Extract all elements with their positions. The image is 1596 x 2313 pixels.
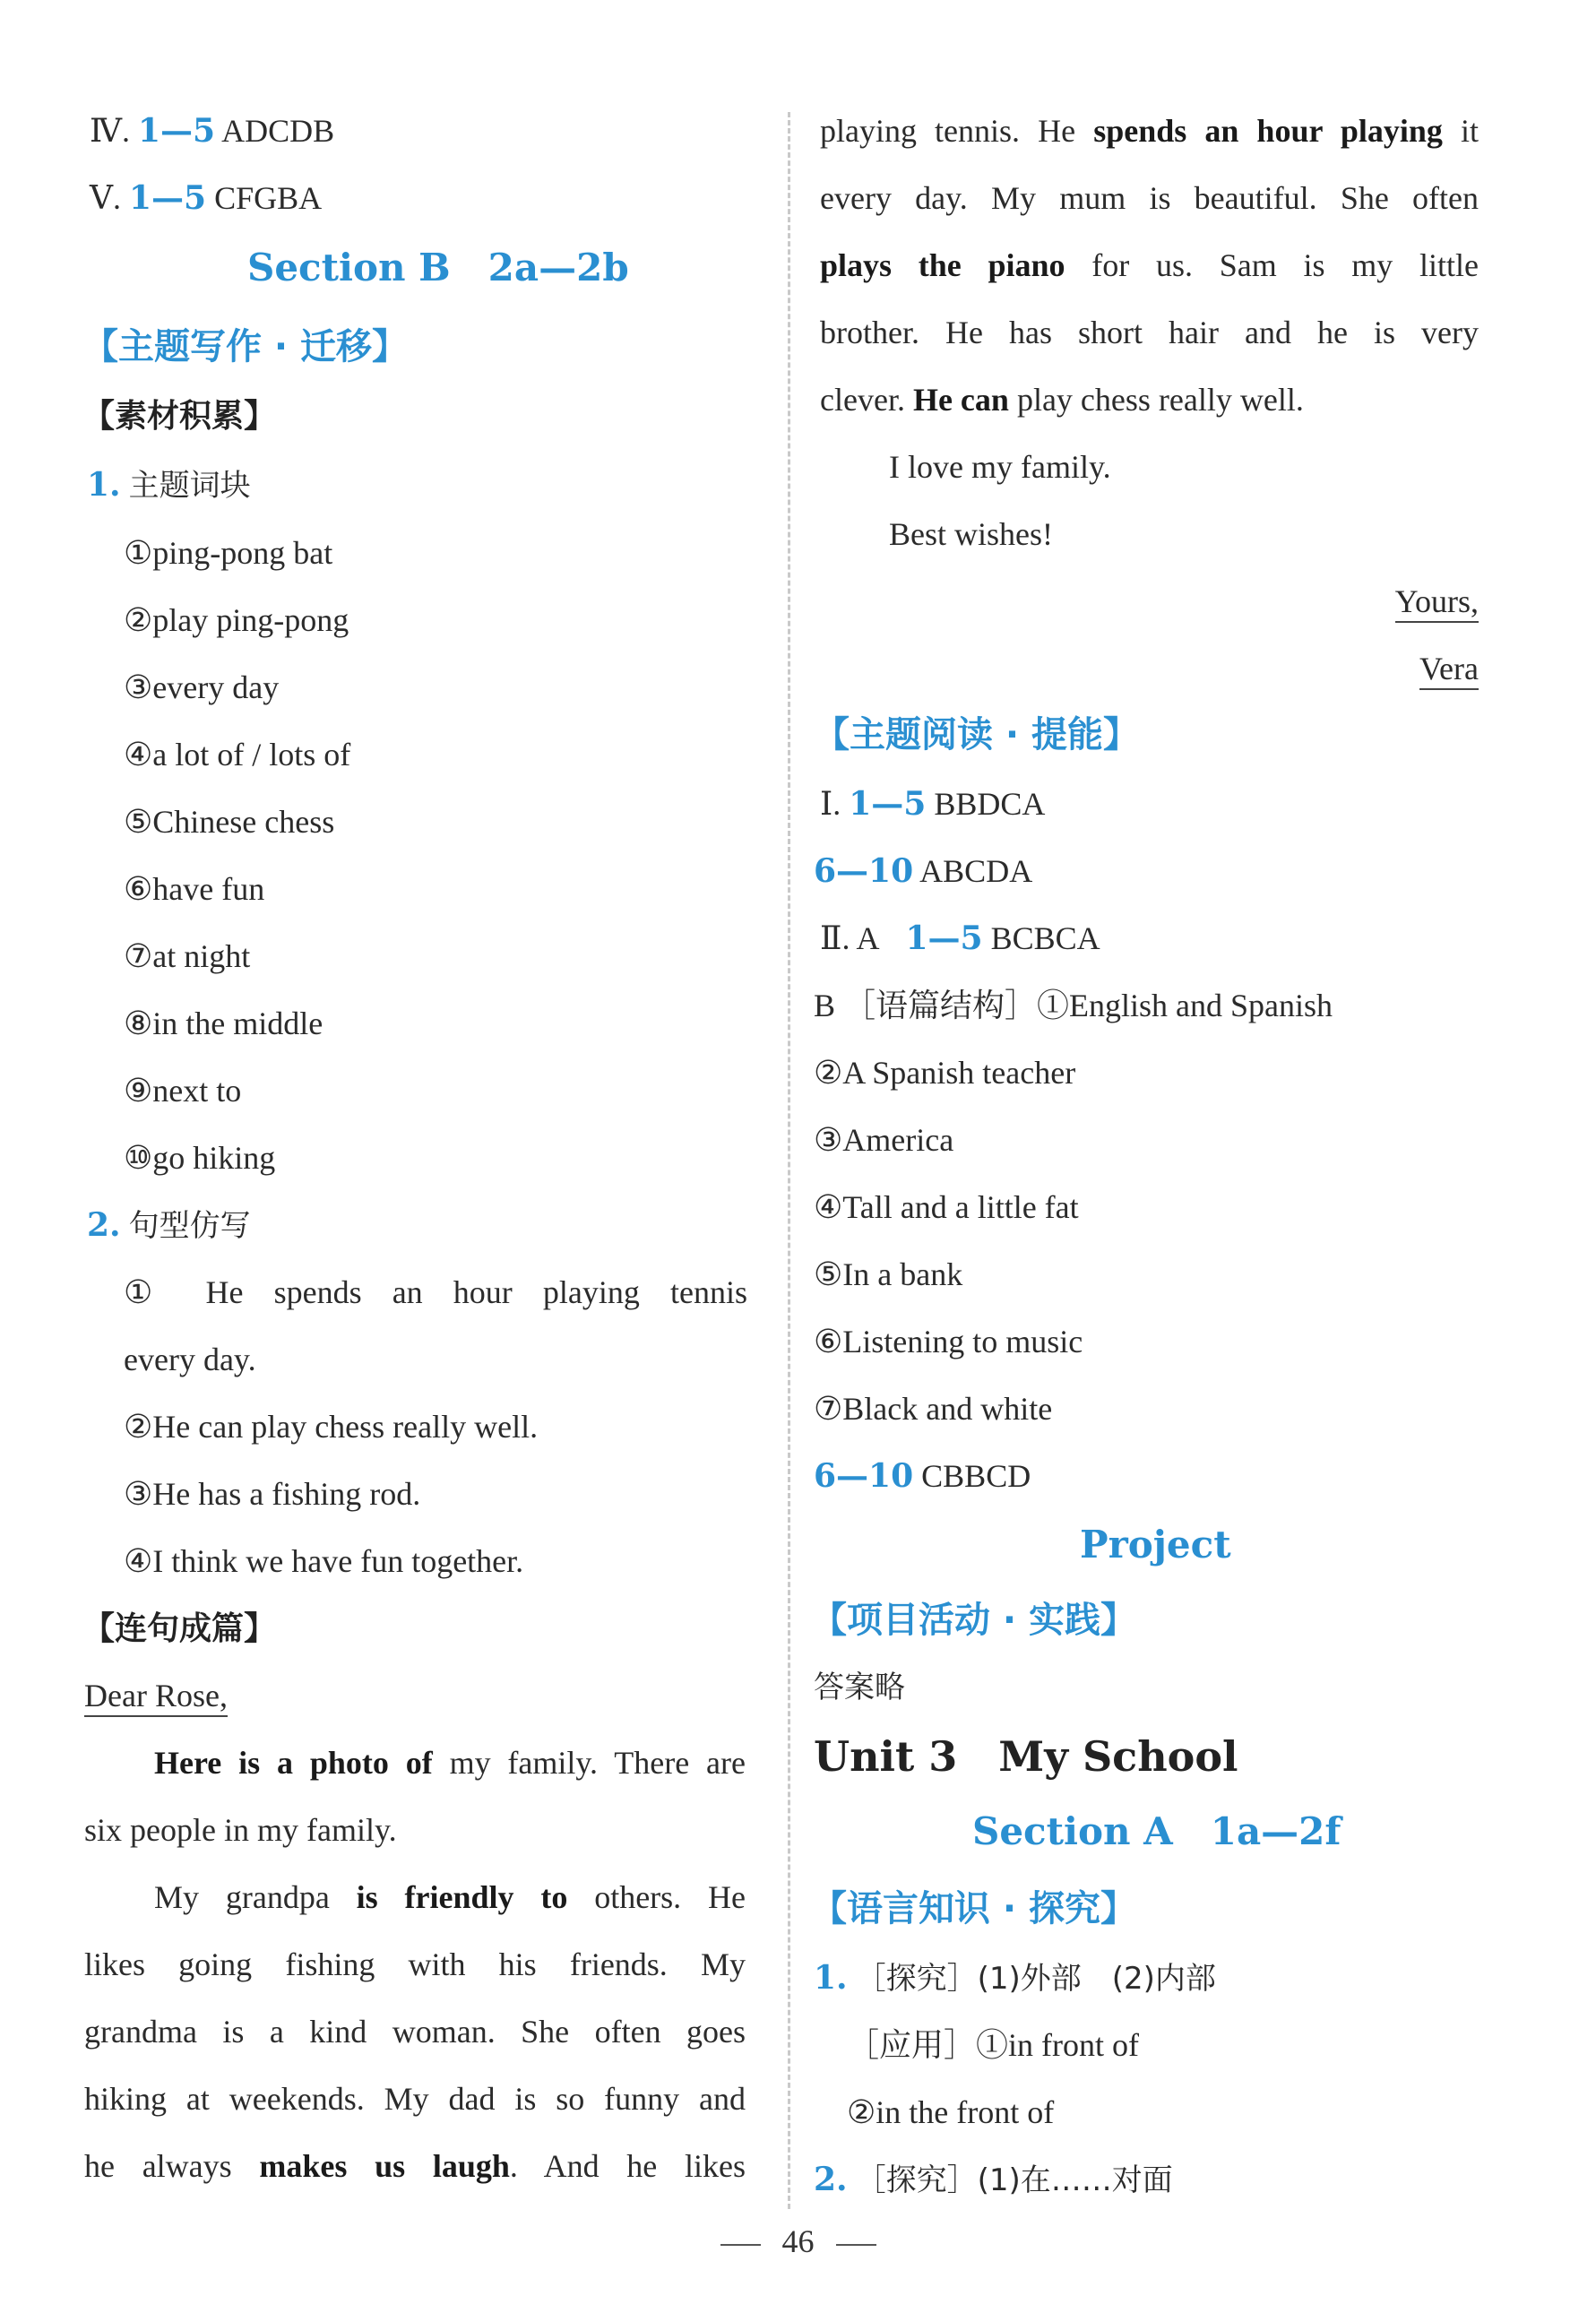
key-phrase: He can bbox=[912, 382, 1009, 418]
answer-text: CFGBA bbox=[214, 180, 323, 216]
sentence-2: ②He can play chess really well. bbox=[124, 1409, 539, 1445]
essay-line bbox=[84, 2150, 746, 2182]
essay-line bbox=[820, 249, 1479, 281]
essay-text: for us. Sam is my little bbox=[1065, 247, 1479, 283]
sentence-4: ④I think we have fun together. bbox=[124, 1543, 524, 1579]
project-heading: 【项目活动 · 实践】 bbox=[811, 1600, 1137, 1641]
item-label: 句型仿写 bbox=[128, 1208, 251, 1244]
answer-range: 6—10 bbox=[814, 852, 914, 890]
knowledge-1-apply: ［应用］①in front of bbox=[847, 2027, 1139, 2063]
structure-item: ③America bbox=[814, 1122, 954, 1158]
knowledge-1 bbox=[814, 1959, 1216, 1997]
answer-range: 1—5 bbox=[905, 919, 983, 957]
page-number bbox=[0, 2222, 1596, 2260]
key-phrase: spends an hour playing bbox=[1093, 113, 1443, 149]
closing-text: Yours, bbox=[1395, 583, 1479, 623]
signature-text: Vera bbox=[1419, 651, 1479, 690]
answer-range: 6—10 bbox=[814, 1457, 914, 1495]
essay-text: My grandpa bbox=[154, 1879, 357, 1915]
phrase-item: ⑨next to bbox=[124, 1073, 242, 1109]
essay-text: clever. bbox=[820, 382, 913, 418]
answer-text: BBDCA bbox=[934, 786, 1046, 822]
knowledge-1-apply-2: ②in the front of bbox=[847, 2094, 1055, 2130]
phrase-item: ⑦at night bbox=[124, 938, 251, 974]
reading-answer-2 bbox=[814, 852, 1033, 890]
essay-line bbox=[154, 1881, 746, 1913]
essay-text: others. He bbox=[567, 1879, 746, 1915]
greeting-text: Dear Rose, bbox=[84, 1678, 228, 1717]
essay-text: . And he likes bbox=[509, 2148, 746, 2184]
roman-numeral: Ⅴ. bbox=[90, 180, 121, 216]
dash-left bbox=[720, 2244, 761, 2246]
essay-line: hiking at weekends. My dad is so funny and bbox=[84, 2081, 746, 2117]
structure-item: ⑦Black and white bbox=[814, 1391, 1053, 1427]
essay-line bbox=[820, 115, 1479, 147]
phrase-item: ①ping-pong bat bbox=[124, 535, 333, 571]
essay-text: playing tennis. He bbox=[820, 113, 1094, 149]
phrase-item: ④a lot of / lots of bbox=[124, 737, 351, 772]
answer-range: 1—5 bbox=[849, 785, 927, 823]
reading-heading: 【主题阅读 · 提能】 bbox=[814, 714, 1140, 755]
key-phrase: is friendly to bbox=[356, 1879, 568, 1915]
phrase-item: ③every day bbox=[124, 669, 280, 705]
answer-range: 1—5 bbox=[137, 112, 216, 150]
letter-closing bbox=[1371, 585, 1479, 617]
item-number: 1. bbox=[814, 1959, 848, 1997]
reading-answer-3 bbox=[820, 919, 1100, 957]
item-number: 1. bbox=[87, 466, 121, 504]
letter-signature bbox=[1371, 652, 1479, 685]
item-1-title bbox=[87, 466, 251, 504]
essay-line: grandma is a kind woman. She often goes bbox=[84, 2014, 746, 2050]
essay-line: six people in my family. bbox=[84, 1812, 397, 1848]
answer-text: ABCDA bbox=[919, 853, 1033, 889]
language-heading: 【语言知识 · 探究】 bbox=[811, 1888, 1137, 1929]
phrase-item: ⑧in the middle bbox=[124, 1005, 324, 1041]
essay-line bbox=[154, 1747, 746, 1779]
sentence-1: ① He spends an hour playing tennis bbox=[124, 1274, 747, 1310]
knowledge-2 bbox=[814, 2163, 1173, 2196]
phrase-item: ②play ping-pong bbox=[124, 602, 349, 638]
essay-text: it bbox=[1442, 113, 1479, 149]
section-title: Section B 2a—2b bbox=[247, 246, 629, 289]
item-number: 2. bbox=[87, 1206, 121, 1244]
compose-heading: 【连句成篇】 bbox=[82, 1610, 277, 1647]
essay-line bbox=[820, 384, 1304, 416]
essay-line: Best wishes! bbox=[889, 516, 1053, 552]
essay-line: brother. He has short hair and he is very bbox=[820, 315, 1479, 350]
section-a-title: Section A 1a—2f bbox=[972, 1809, 1342, 1853]
structure-item: ④Tall and a little fat bbox=[814, 1189, 1079, 1225]
sentence-1-cont: every day. bbox=[124, 1342, 256, 1377]
structure-item: ⑤In a bank bbox=[814, 1256, 963, 1292]
dash-right bbox=[836, 2244, 876, 2246]
essay-text: he always bbox=[84, 2148, 260, 2184]
roman-numeral: Ⅳ. bbox=[90, 113, 130, 149]
essay-text: play chess really well. bbox=[1008, 382, 1304, 418]
structure-heading: B ［语篇结构］①English and Spanish bbox=[814, 988, 1333, 1023]
answer-range: 1—5 bbox=[129, 179, 207, 217]
material-heading: 【素材积累】 bbox=[82, 398, 277, 435]
structure-item: ⑥Listening to music bbox=[814, 1324, 1083, 1359]
phrase-item: ⑤Chinese chess bbox=[124, 804, 335, 840]
roman-numeral: Ⅰ. bbox=[820, 786, 841, 822]
essay-text: my family. There are bbox=[432, 1745, 746, 1781]
item-2-title bbox=[87, 1206, 251, 1244]
reading-answer-1 bbox=[820, 785, 1046, 823]
column-divider bbox=[788, 112, 790, 2209]
writing-heading: 【主题写作 · 迁移】 bbox=[82, 326, 409, 367]
answer-text: BCBCA bbox=[990, 920, 1100, 956]
page-number-text: 46 bbox=[781, 2223, 815, 2259]
letter-greeting bbox=[84, 1679, 228, 1712]
key-phrase: Here is a photo of bbox=[154, 1745, 433, 1781]
essay-line: every day. My mum is beautiful. She often bbox=[820, 180, 1479, 216]
project-answer: 答案略 bbox=[814, 1670, 905, 1705]
essay-line: likes going fishing with his friends. My bbox=[84, 1946, 746, 1982]
roman-numeral: Ⅱ. A bbox=[820, 920, 878, 956]
key-phrase: makes us laugh bbox=[259, 2148, 510, 2184]
key-phrase: plays the piano bbox=[820, 247, 1065, 283]
sentence-3: ③He has a fishing rod. bbox=[124, 1476, 421, 1512]
phrase-item: ⑥have fun bbox=[124, 871, 265, 907]
knowledge-text: ［探究］(1)外部 (2)内部 bbox=[855, 1961, 1216, 1997]
knowledge-text: ［探究］(1)在……对面 bbox=[855, 2162, 1173, 2198]
essay-line: I love my family. bbox=[889, 449, 1111, 485]
phrase-item: ⑩go hiking bbox=[124, 1140, 276, 1176]
item-label: 主题词块 bbox=[128, 468, 251, 504]
item-number: 2. bbox=[814, 2161, 848, 2198]
answer-row-4 bbox=[90, 112, 335, 150]
answer-text: CBBCD bbox=[921, 1458, 1031, 1494]
answer-text: ADCDB bbox=[221, 113, 335, 149]
answer-row-5 bbox=[90, 179, 323, 217]
project-title: Project bbox=[1080, 1523, 1231, 1566]
structure-item: ②A Spanish teacher bbox=[814, 1055, 1076, 1091]
unit-title: Unit 3 My School bbox=[814, 1732, 1238, 1781]
reading-answer-4 bbox=[814, 1457, 1031, 1495]
